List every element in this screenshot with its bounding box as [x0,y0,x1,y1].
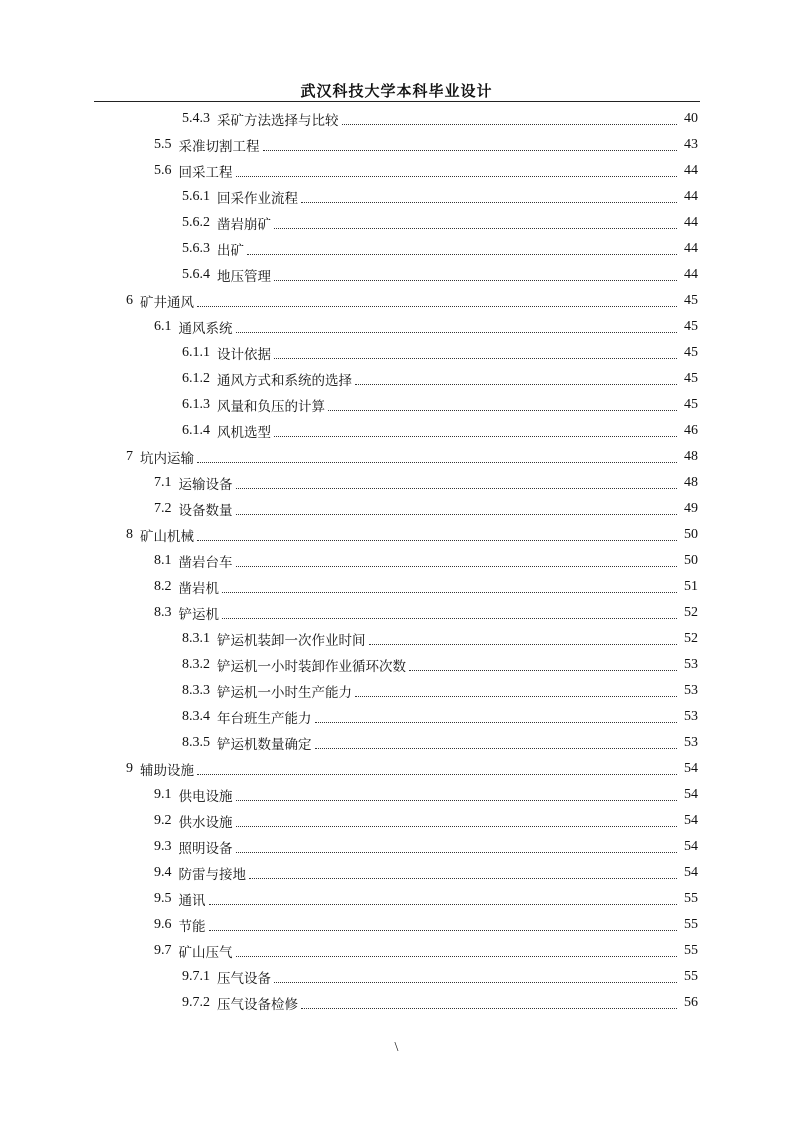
toc-entry[interactable] [126,756,698,782]
toc-entry[interactable] [182,106,698,132]
toc-entry-title: 铲运机 [178,607,219,623]
toc-entry[interactable] [182,210,698,236]
toc-entry[interactable] [154,808,698,834]
toc-entry-title: 铲运机一小时装卸作业循环次数 [217,659,406,675]
toc-entry[interactable] [182,704,698,730]
toc-entry-number: 9.7.1 [182,969,210,984]
header-divider [94,101,700,102]
toc-entry-title: 通讯 [178,893,206,909]
toc-entry-page: 49 [684,501,698,516]
toc-entry[interactable] [182,678,698,704]
toc-entry-title: 节能 [178,919,206,935]
toc-entry[interactable] [154,912,698,938]
page-header-title: 武汉科技大学本科毕业设计 [300,82,493,100]
toc-entry[interactable] [182,652,698,678]
toc-entry[interactable] [182,964,698,990]
toc-dot-leader [263,150,678,151]
toc-entry-number: 8.1 [154,553,172,568]
toc-entry[interactable] [154,314,698,340]
toc-dot-leader [209,930,678,931]
toc-dot-leader [236,826,678,827]
toc-entry[interactable] [182,236,698,262]
toc-entry-title: 通风方式和系统的选择 [217,373,352,389]
toc-entry-page: 48 [684,449,698,464]
toc-entry-number: 9.3 [154,839,172,854]
toc-entry[interactable] [154,600,698,626]
toc-entry-title: 辅助设施 [140,763,194,779]
toc-entry-title: 出矿 [217,243,244,259]
toc-entry-page: 45 [684,371,698,386]
toc-entry[interactable] [126,288,698,314]
toc-entry-page: 45 [684,293,698,308]
toc-dot-leader [236,852,678,853]
toc-entry-number: 7.2 [154,501,172,516]
toc-entry[interactable] [154,860,698,886]
toc-dot-leader [197,540,677,541]
toc-entry-number: 8.3.5 [182,735,210,750]
toc-entry-number: 8.3.3 [182,683,210,698]
toc-dot-leader [274,358,677,359]
toc-entry-number: 6.1.1 [182,345,210,360]
toc-entry-title: 坑内运输 [140,451,194,467]
toc-dot-leader [409,670,677,671]
toc-entry-number: 5.6.3 [182,241,210,256]
toc-entry-title: 矿山压气 [178,945,233,961]
toc-entry-title: 运输设备 [178,477,233,493]
toc-dot-leader [222,592,677,593]
toc-entry-page: 48 [684,475,698,490]
toc-entry-number: 8.3.2 [182,657,210,672]
toc-entry-title: 矿井通风 [140,295,194,311]
toc-entry-title: 风量和负压的计算 [217,399,325,415]
toc-dot-leader [236,514,678,515]
toc-dot-leader [247,254,677,255]
toc-dot-leader [197,306,677,307]
toc-entry-title: 采矿方法选择与比较 [217,113,339,129]
toc-entry-title: 供水设施 [178,815,233,831]
toc-entry-number: 5.6.1 [182,189,210,204]
toc-dot-leader [197,774,677,775]
toc-dot-leader [355,696,677,697]
toc-entry[interactable] [154,834,698,860]
toc-entry-title: 矿山机械 [140,529,194,545]
toc-entry-number: 9.2 [154,813,172,828]
toc-entry[interactable] [154,470,698,496]
toc-entry-number: 6.1 [154,319,172,334]
toc-entry-page: 55 [684,943,698,958]
toc-dot-leader [197,462,677,463]
toc-entry-title: 凿岩崩矿 [217,217,271,233]
toc-entry-page: 54 [684,787,698,802]
toc-entry-number: 6.1.3 [182,397,210,412]
toc-entry[interactable] [154,886,698,912]
toc-entry-page: 56 [684,995,698,1010]
toc-entry[interactable] [126,522,698,548]
toc-entry-page: 50 [684,527,698,542]
toc-entry[interactable] [154,132,698,158]
toc-entry-page: 52 [684,605,698,620]
toc-entry-page: 44 [684,189,698,204]
toc-entry-page: 53 [684,683,698,698]
toc-entry[interactable] [182,184,698,210]
toc-entry-number: 9.4 [154,865,172,880]
toc-dot-leader [301,1008,677,1009]
toc-entry[interactable] [182,262,698,288]
toc-entry-page: 55 [684,969,698,984]
page-number: \ [394,1040,399,1055]
toc-entry-number: 5.6 [154,163,172,178]
toc-dot-leader [342,124,678,125]
toc-entry-title: 凿岩台车 [178,555,233,571]
toc-dot-leader [355,384,677,385]
toc-entry-page: 54 [684,839,698,854]
toc-entry-title: 铲运机一小时生产能力 [217,685,352,701]
toc-entry-number: 5.6.2 [182,215,210,230]
toc-entry-title: 回采作业流程 [217,191,298,207]
toc-entry-page: 55 [684,891,698,906]
toc-entry[interactable] [154,496,698,522]
toc-entry-page: 45 [684,345,698,360]
toc-dot-leader [328,410,677,411]
toc-entry-page: 53 [684,709,698,724]
toc-entry-page: 44 [684,267,698,282]
toc-entry-number: 6.1.4 [182,423,210,438]
toc-entry[interactable] [154,938,698,964]
toc-entry[interactable] [182,730,698,756]
toc-entry-page: 50 [684,553,698,568]
toc-entry-number: 8.3.1 [182,631,210,646]
toc-entry-page: 45 [684,319,698,334]
toc-entry-title: 地压管理 [217,269,271,285]
toc-entry-page: 54 [684,813,698,828]
toc-entry-title: 设备数量 [178,503,233,519]
toc-entry-title: 凿岩机 [178,581,219,597]
toc-entry-number: 5.5 [154,137,172,152]
toc-entry-page: 45 [684,397,698,412]
toc-entry-number: 9.7.2 [182,995,210,1010]
toc-entry-title: 铲运机装卸一次作业时间 [217,633,366,649]
toc-entry-title: 铲运机数量确定 [217,737,312,753]
toc-dot-leader [315,722,678,723]
toc-entry-number: 9.5 [154,891,172,906]
toc-dot-leader [236,956,678,957]
toc-entry-number: 8.3 [154,605,172,620]
toc-entry-number: 9 [126,761,133,776]
toc-entry-number: 8.2 [154,579,172,594]
toc-entry[interactable] [182,366,698,392]
toc-entry-number: 9.1 [154,787,172,802]
toc-entry[interactable] [182,392,698,418]
toc-entry-number: 5.6.4 [182,267,210,282]
toc-entry[interactable] [126,444,698,470]
toc-entry[interactable] [154,782,698,808]
toc-entry-page: 44 [684,241,698,256]
toc-entry-title: 压气设备 [217,971,271,987]
toc-entry-title: 采准切割工程 [178,139,260,155]
toc-dot-leader [209,904,678,905]
toc-entry-page: 51 [684,579,698,594]
toc-entry-title: 压气设备检修 [217,997,298,1013]
toc-entry-page: 53 [684,657,698,672]
toc-dot-leader [236,332,678,333]
toc-entry[interactable] [154,158,698,184]
toc-entry[interactable] [182,626,698,652]
toc-dot-leader [369,644,678,645]
toc-entry-title: 风机选型 [217,425,271,441]
toc-entry-title: 年台班生产能力 [217,711,312,727]
toc-entry-page: 52 [684,631,698,646]
toc-dot-leader [236,176,678,177]
toc-entry-page: 54 [684,865,698,880]
toc-entry-page: 44 [684,215,698,230]
toc-dot-leader [274,982,677,983]
toc-entry[interactable] [182,340,698,366]
toc-dot-leader [274,228,677,229]
toc-dot-leader [274,280,677,281]
toc-entry-page: 44 [684,163,698,178]
toc-entry-number: 9.7 [154,943,172,958]
toc-entry-page: 43 [684,137,698,152]
toc-entry-page: 40 [684,111,698,126]
toc-entry-title: 供电设施 [178,789,233,805]
toc-entry-number: 6.1.2 [182,371,210,386]
toc-entry-title: 设计依据 [217,347,271,363]
toc-entry[interactable] [182,418,698,444]
toc-entry-page: 55 [684,917,698,932]
toc-entry-title: 照明设备 [178,841,233,857]
toc-dot-leader [222,618,677,619]
toc-entry-page: 53 [684,735,698,750]
toc-entry-title: 回采工程 [178,165,233,181]
toc-entry-number: 7 [126,449,133,464]
toc-entry-number: 5.4.3 [182,111,210,126]
toc-dot-leader [249,878,677,879]
toc-entry-page: 54 [684,761,698,776]
toc-entry-number: 6 [126,293,133,308]
toc-entry-page: 46 [684,423,698,438]
toc-dot-leader [301,202,677,203]
toc-entry[interactable] [182,990,698,1016]
toc-entry-title: 通风系统 [178,321,233,337]
toc-entry-number: 7.1 [154,475,172,490]
toc-entry-number: 9.6 [154,917,172,932]
toc-dot-leader [236,800,678,801]
toc-dot-leader [274,436,677,437]
toc-dot-leader [236,566,678,567]
toc-entry[interactable] [154,574,698,600]
toc-entry-number: 8 [126,527,133,542]
toc-dot-leader [315,748,678,749]
toc-entry[interactable] [154,548,698,574]
toc-dot-leader [236,488,678,489]
toc-entry-number: 8.3.4 [182,709,210,724]
toc-entry-title: 防雷与接地 [178,867,246,883]
